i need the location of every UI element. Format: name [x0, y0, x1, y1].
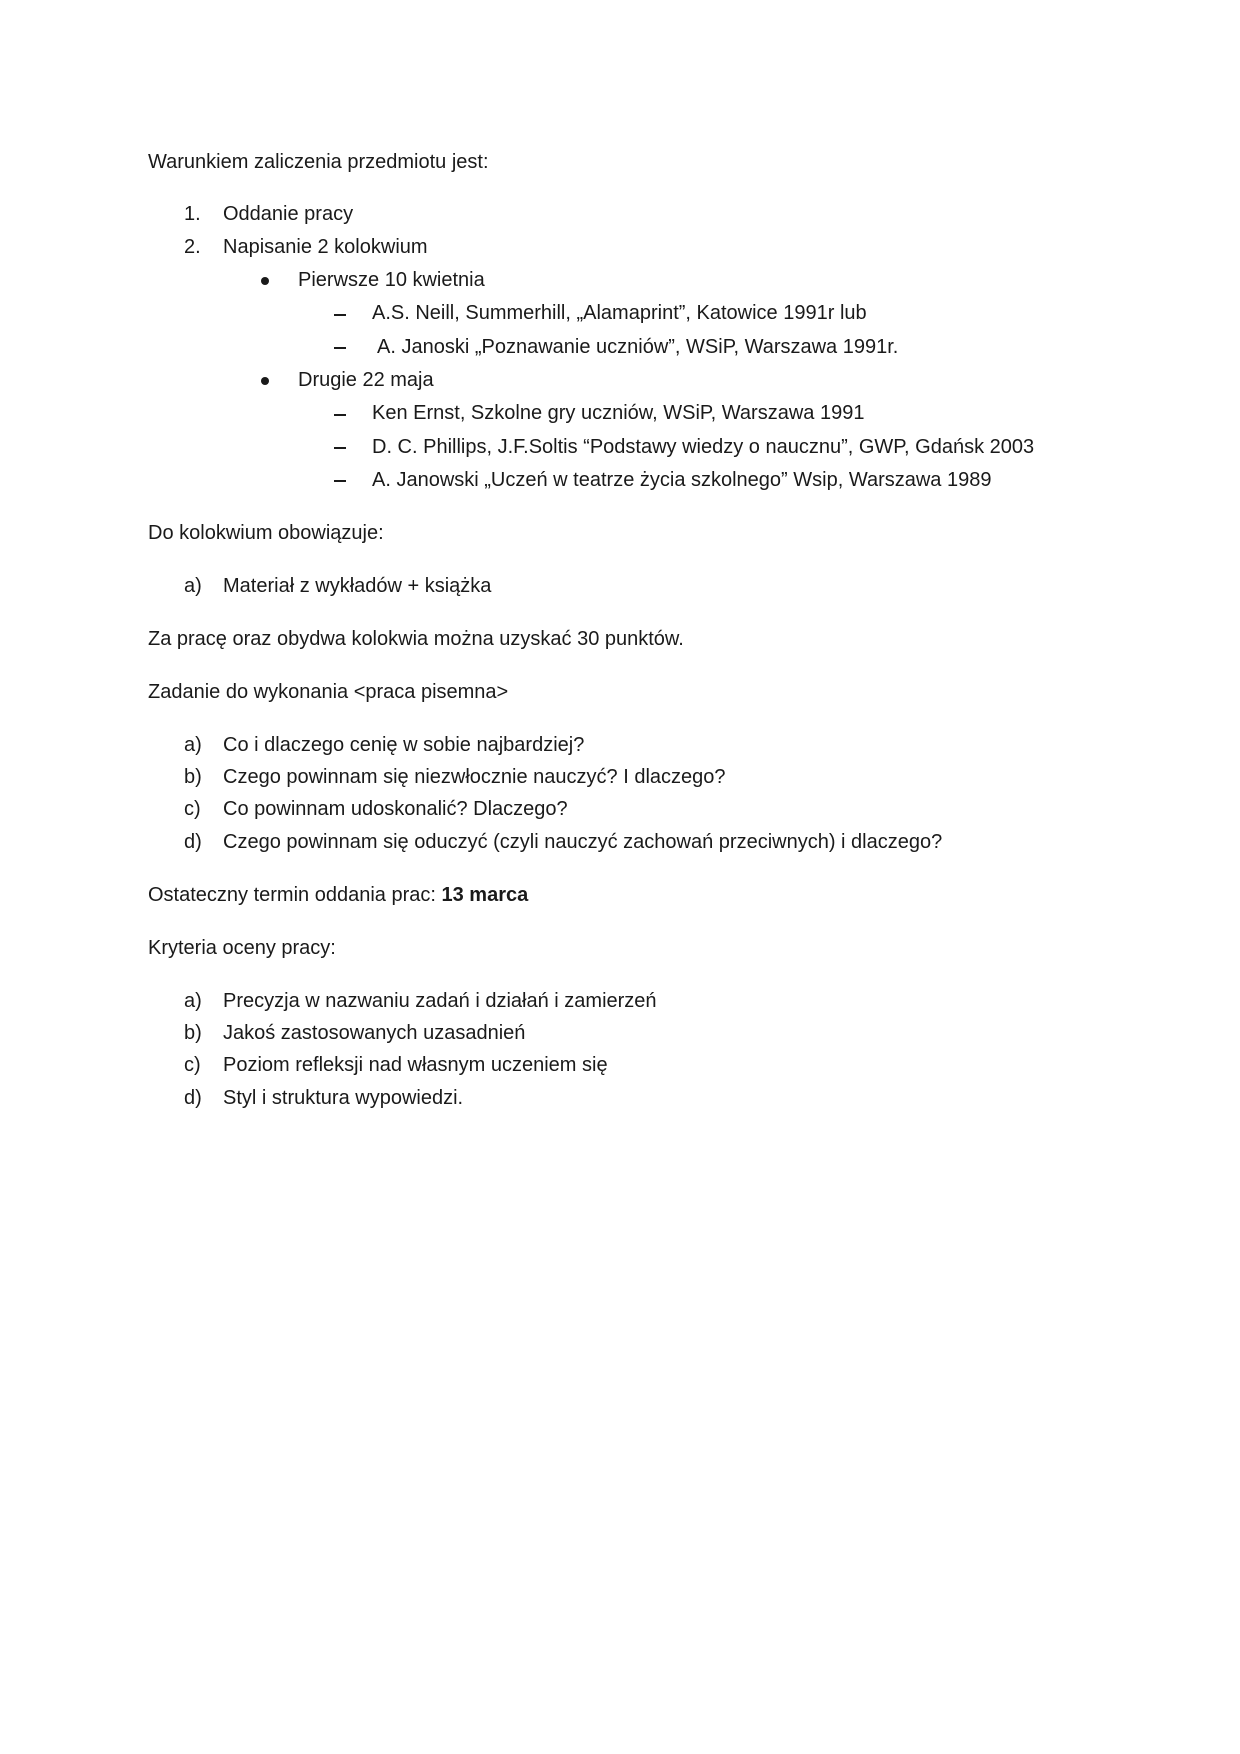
condition-item: Napisanie 2 kolokwium	[223, 236, 428, 258]
task-item: Czego powinnam się niezwłocznie nauczyć? I dlaczego?	[223, 766, 726, 788]
task-marker: a)	[184, 734, 202, 756]
criteria-item: Poziom refleksji nad własnym uczeniem się	[223, 1054, 608, 1076]
colloquium-label: Pierwsze 10 kwietnia	[298, 269, 485, 291]
colloquium-label: Drugie 22 maja	[298, 369, 434, 391]
colloquium-item: Materiał z wykładów + książka	[223, 575, 492, 597]
criteria-marker: a)	[184, 990, 202, 1012]
colloquium-item-marker: a)	[184, 575, 202, 597]
criteria-marker: c)	[184, 1054, 201, 1076]
deadline-line	[148, 883, 528, 907]
task-heading: Zadanie do wykonania <praca pisemna>	[148, 681, 509, 703]
task-marker: c)	[184, 798, 201, 820]
book-item: A.S. Neill, Summerhill, „Alamaprint”, Katowice 1991r lub	[372, 302, 867, 324]
criteria-marker: b)	[184, 1022, 202, 1044]
task-marker: b)	[184, 766, 202, 788]
dash-icon	[334, 347, 346, 349]
points-text: Za pracę oraz obydwa kolokwia można uzyskać 30 punktów.	[148, 628, 684, 650]
book-item: A. Janoski „Poznawanie uczniów”, WSiP, Warszawa 1991r.	[377, 336, 899, 358]
criteria-marker: d)	[184, 1087, 202, 1109]
book-item: D. C. Phillips, J.F.Soltis “Podstawy wiedzy o naucznu”, GWP, Gdańsk 2003	[372, 436, 1035, 458]
condition-item: Oddanie pracy	[223, 203, 354, 225]
bullet-icon	[261, 277, 269, 285]
task-marker: d)	[184, 831, 202, 853]
book-item: Ken Ernst, Szkolne gry uczniów, WSiP, Warszawa 1991	[372, 402, 865, 424]
dash-icon	[334, 414, 346, 416]
dash-icon	[334, 480, 346, 482]
condition-marker: 2.	[184, 236, 201, 258]
task-item: Czego powinnam się oduczyć (czyli nauczyć zachowań przeciwnych) i dlaczego?	[223, 831, 943, 853]
criteria-item: Styl i struktura wypowiedzi.	[223, 1087, 464, 1109]
criteria-item: Jakoś zastosowanych uzasadnień	[223, 1022, 526, 1044]
condition-marker: 1.	[184, 203, 201, 225]
dash-icon	[334, 447, 346, 449]
task-item: Co powinnam udoskonalić? Dlaczego?	[223, 798, 568, 820]
task-item: Co i dlaczego cenię w sobie najbardziej?	[223, 734, 585, 756]
dash-icon	[334, 314, 346, 316]
colloquium-heading: Do kolokwium obowiązuje:	[148, 522, 384, 544]
criteria-item: Precyzja w nazwaniu zadań i działań i zamierzeń	[223, 990, 657, 1012]
bullet-icon	[261, 377, 269, 385]
intro-text: Warunkiem zaliczenia przedmiotu jest:	[148, 151, 489, 173]
book-item: A. Janowski „Uczeń w teatrze życia szkolnego” Wsip, Warszawa 1989	[372, 469, 992, 491]
deadline-label: Ostateczny termin oddania prac:	[148, 884, 442, 906]
criteria-heading: Kryteria oceny pracy:	[148, 937, 336, 959]
deadline-date: 13 marca	[441, 884, 529, 906]
